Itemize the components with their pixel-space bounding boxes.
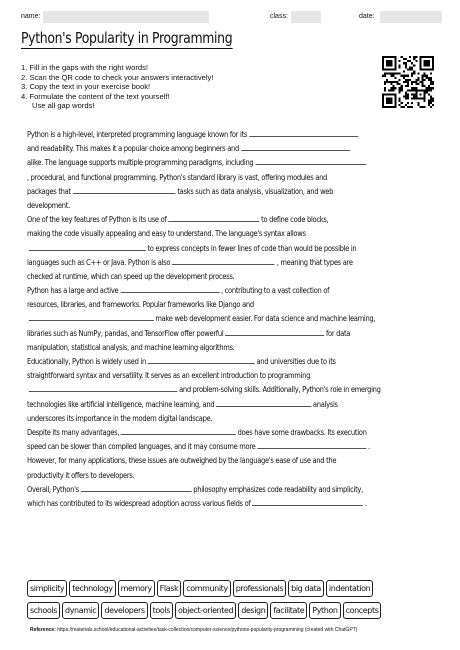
text-segment: , contributing to a vast collection of (220, 286, 330, 296)
instruction-item: 1. Fill in the gaps with the right words! (21, 63, 149, 72)
text-segment: . (364, 498, 367, 508)
text-line (27, 270, 430, 284)
text-segment: , meaning that types are (276, 257, 353, 267)
word-chip[interactable]: concepts (343, 602, 382, 619)
text-line (27, 128, 430, 142)
text-segment: making the code visually appealing and easy to understand. The language's syntax allows (27, 229, 306, 239)
gap-blank[interactable] (252, 498, 363, 506)
gap-blank[interactable] (121, 427, 236, 435)
text-segment: resources, libraries, and frameworks. Popular frameworks like Django and (27, 300, 254, 310)
text-line (27, 298, 430, 312)
text-segment: Educationally, Python is widely used in (27, 357, 146, 366)
instructions-list (21, 63, 361, 111)
word-bank-row (27, 602, 437, 619)
text-line (27, 242, 430, 256)
text-line (27, 312, 430, 326)
text-segment: . (367, 442, 370, 452)
instruction-item: 2. Scan the QR code to check your answers interactively! (21, 72, 214, 82)
text-line (27, 156, 430, 170)
text-line (27, 469, 430, 483)
qr-code-icon[interactable] (382, 56, 434, 108)
text-line (27, 199, 430, 213)
class-label: class: (270, 13, 288, 20)
word-chip[interactable]: developers (101, 602, 147, 619)
word-chip[interactable]: big data (288, 580, 324, 597)
text-segment: analysis (312, 399, 338, 409)
page-title: Python's Popularity in Programming (21, 29, 233, 47)
text-segment: underscores its importance in the modern digital landscape. (27, 413, 213, 423)
gap-blank[interactable] (148, 356, 255, 364)
gap-blank[interactable] (249, 129, 358, 137)
instruction-item: Use all gap words! (32, 101, 95, 111)
name-label: name: (21, 13, 41, 20)
name-field[interactable] (43, 11, 209, 23)
date-field[interactable] (380, 11, 442, 23)
text-line (27, 369, 430, 383)
gap-blank[interactable] (225, 328, 324, 336)
gap-blank[interactable] (216, 399, 311, 407)
date-label: date: (359, 13, 375, 20)
text-segment: libraries such as NumPy, pandas, and TensorFlow offer powerful (27, 328, 224, 338)
text-line (27, 256, 430, 270)
text-line (27, 171, 430, 185)
gap-blank[interactable] (120, 285, 219, 293)
text-segment: and problem-solving skills. Additionally, Python's role in emerging (179, 385, 381, 395)
gap-blank[interactable] (81, 484, 192, 492)
word-chip[interactable]: dynamic (62, 602, 99, 619)
text-line (27, 185, 430, 199)
text-line (27, 497, 430, 511)
text-segment: languages such as C++ or Java. Python is also (27, 257, 171, 267)
text-segment: Overall, Python's (27, 484, 79, 494)
text-segment: Despite its many advantages, (27, 427, 120, 437)
reference: Reference: https://materials.school/educational-activities/task-collection/computer-science/pythons-popularity-programming (created with ChatGPT) (30, 627, 358, 633)
text-line (27, 341, 430, 355)
header-row (21, 9, 441, 25)
text-segment: One of the key features of Python is its use of (27, 215, 167, 225)
text-segment: Python has a large and active (27, 286, 119, 296)
gap-blank[interactable] (29, 313, 154, 321)
text-line (27, 426, 430, 440)
text-line (27, 398, 430, 412)
gap-blank[interactable] (257, 441, 366, 449)
word-chip[interactable]: design (238, 602, 268, 619)
gap-blank[interactable] (29, 243, 146, 251)
word-bank-row (27, 580, 437, 597)
text-segment: to express concepts in fewer lines of code than would be possible in (147, 243, 357, 253)
text-segment: manipulation, statistical analysis, and machine learning algorithms. (27, 342, 235, 352)
text-line (27, 383, 430, 397)
text-line (27, 327, 430, 341)
text-segment: does have some drawbacks. Its execution (237, 427, 367, 437)
text-segment: Python is a high-level, interpreted programming language known for its (27, 130, 248, 139)
word-chip[interactable]: technology (69, 580, 115, 597)
text-line (27, 227, 430, 241)
text-line (27, 142, 430, 156)
text-segment: checked at runtime, which can speed up the development process. (27, 271, 235, 281)
word-chip[interactable]: tools (150, 602, 173, 619)
text-segment: However, for many applications, these issues are outweighed by the language's ease of use and the (27, 456, 337, 466)
text-segment: make web development easier. For data science and machine learning, (155, 314, 376, 324)
word-chip[interactable]: community (183, 580, 231, 597)
text-segment: productivity it offers to developers. (27, 470, 135, 480)
text-line (27, 483, 430, 497)
text-segment: and universities due to its (256, 357, 336, 366)
word-chip[interactable]: indentation (326, 580, 373, 597)
cloze-text (27, 128, 430, 511)
text-segment: , procedural, and functional programming. Python's standard library is vast, offering modules and (27, 172, 328, 182)
word-chip[interactable]: Python (309, 602, 340, 619)
word-chip[interactable]: Flask (157, 580, 182, 597)
word-chip[interactable]: professionals (233, 580, 286, 597)
gap-blank[interactable] (255, 157, 366, 165)
text-segment: straightforward syntax and versatility. It serves as an excellent introduction to programming (27, 371, 311, 381)
text-segment: packages that (27, 186, 71, 196)
text-line (27, 284, 430, 298)
text-segment: speed can be slower than compiled languages, and it may consume more (27, 442, 256, 452)
word-chip[interactable]: object-oriented (175, 602, 236, 619)
gap-blank[interactable] (168, 214, 259, 222)
gap-blank[interactable] (241, 143, 350, 151)
text-line (27, 412, 430, 426)
text-segment: which has contributed to its widespread adoption across various fields of (27, 498, 251, 508)
word-chip[interactable]: facilitate (270, 602, 307, 619)
text-segment: alike. The language supports multiple programming paradigms, including (27, 158, 254, 168)
instruction-item: 4. Formulate the content of the text yourself! (21, 91, 170, 101)
word-chip[interactable]: simplicity (27, 580, 67, 597)
gap-blank[interactable] (73, 186, 176, 194)
text-line (27, 213, 430, 227)
text-segment: philosophy emphasizes code readability and simplicity, (193, 484, 363, 494)
gap-blank[interactable] (172, 257, 275, 265)
text-segment: tasks such as data analysis, visualization, and web (177, 186, 334, 196)
class-field[interactable] (291, 11, 321, 23)
text-segment: development. (27, 200, 70, 210)
word-bank (27, 580, 437, 624)
gap-blank[interactable] (29, 384, 178, 392)
text-line (27, 440, 430, 454)
text-segment: to define code blocks, (261, 215, 329, 225)
text-line (27, 355, 430, 369)
instruction-item: 3. Copy the text in your exercise book! (21, 82, 151, 92)
text-segment: technologies like artificial intelligence, machine learning, and (27, 399, 215, 409)
word-chip[interactable]: schools (27, 602, 60, 619)
text-segment: for data (325, 328, 351, 338)
word-chip[interactable]: memory (118, 580, 155, 597)
text-line (27, 454, 430, 468)
text-segment: and readability. This makes it a popular choice among beginners and (27, 144, 239, 154)
